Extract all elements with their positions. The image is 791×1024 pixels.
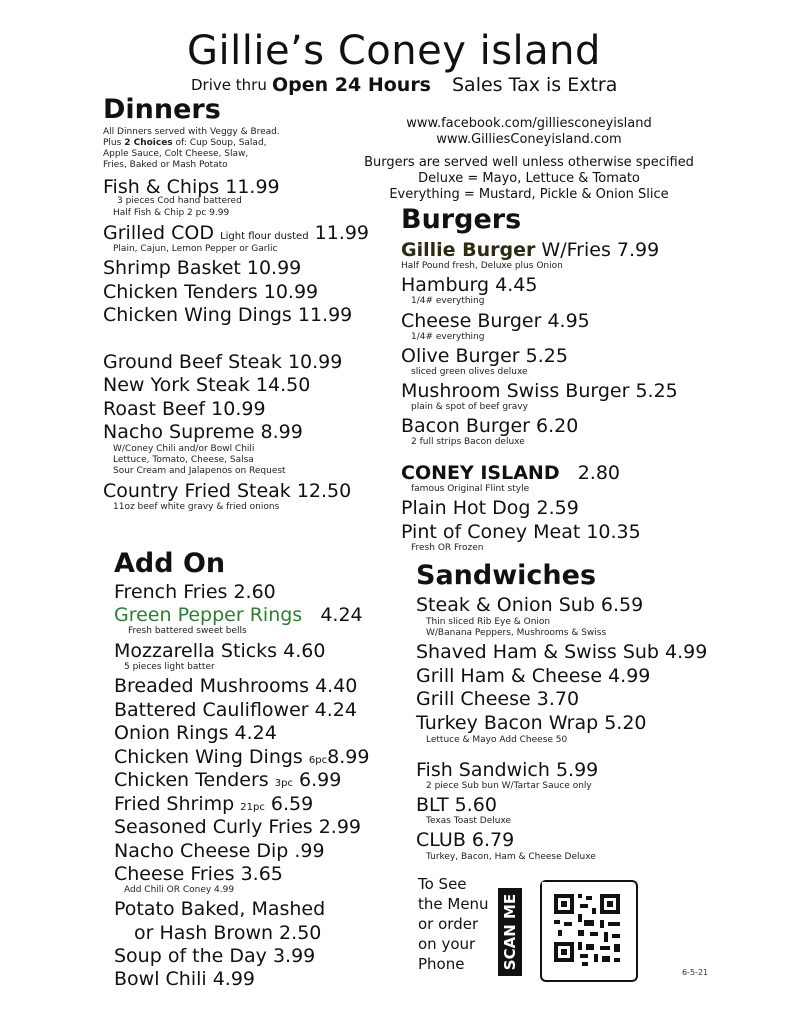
burger-note-1: Burgers are served well unless otherwise specified	[364, 155, 694, 170]
turkey-note: Lettuce & Mayo Add Cheese 50	[426, 735, 568, 745]
item-wing-dings: Chicken Wing Dings 6pc8.99	[114, 746, 370, 768]
nacho-note-3: Sour Cream and Jalapenos on Request	[113, 466, 286, 476]
fish-sandwich-note: 2 piece Sub bun W/Tartar Sauce only	[426, 781, 592, 791]
gillie-note: Half Pound fresh, Deluxe plus Onion	[401, 261, 563, 271]
burgers-heading: Burgers	[401, 204, 522, 235]
item-chicken-tenders: Chicken Tenders 10.99	[103, 281, 319, 303]
fish-chips-note-1: 3 pieces Cod hand battered	[117, 196, 242, 206]
item-bowl-chili: Bowl Chili 4.99	[114, 968, 256, 990]
open-hours: Open 24 Hours	[272, 74, 431, 96]
cheese-fries-note: Add Chili OR Coney 4.99	[124, 885, 235, 895]
qr-code-icon[interactable]	[542, 882, 632, 976]
item-breaded-mushrooms: Breaded Mushrooms 4.40	[114, 675, 358, 697]
item-battered-cauliflower: Battered Cauliflower 4.24	[114, 699, 357, 721]
item-mozzarella-sticks: Mozzarella Sticks 4.60	[114, 640, 326, 662]
country-note: 11oz beef white gravy & fried onions	[113, 502, 280, 512]
drive-thru-label: Drive thru	[191, 76, 267, 94]
dinners-intro-4: Fries, Baked or Mash Potato	[103, 160, 228, 170]
item-plain-hot-dog: Plain Hot Dog 2.59	[401, 497, 579, 519]
add-on-heading: Add On	[114, 548, 226, 579]
item-blt: BLT 5.60	[416, 794, 497, 816]
item-fish-sandwich: Fish Sandwich 5.99	[416, 759, 599, 781]
scan-text: To See the Menu or order on your Phone	[418, 875, 489, 973]
item-green-pepper-rings: Green Pepper Rings 4.24	[114, 604, 363, 626]
pint-note: Fresh OR Frozen	[411, 543, 484, 553]
item-turkey-bacon-wrap: Turkey Bacon Wrap 5.20	[416, 712, 647, 734]
nacho-note-2: Lettuce, Tomato, Cheese, Salsa	[113, 455, 254, 465]
item-soup-of-day: Soup of the Day 3.99	[114, 945, 316, 967]
steak-note-1: Thin sliced Rib Eye & Onion	[426, 617, 551, 627]
item-cheese-burger: Cheese Burger 4.95	[401, 310, 590, 332]
dinners-intro-1: All Dinners served with Veggy & Bread.	[103, 127, 280, 137]
item-potato-1: Potato Baked, Mashed	[114, 898, 326, 920]
item-country-fried-steak: Country Fried Steak 12.50	[103, 480, 352, 502]
page-title: Gillie’s Coney island	[187, 28, 601, 74]
coney-note: famous Original Flint style	[411, 484, 530, 494]
item-hamburg: Hamburg 4.45	[401, 274, 538, 296]
blt-note: Texas Toast Deluxe	[426, 816, 512, 826]
pepper-note: Fresh battered sweet bells	[128, 626, 247, 636]
dinners-intro-3: Apple Sauce, Colt Cheese, Slaw,	[103, 149, 249, 159]
item-grilled-cod: Grilled COD Light flour dusted 11.99	[103, 222, 370, 244]
item-cheese-fries: Cheese Fries 3.65	[114, 863, 283, 885]
item-curly-fries: Seasoned Curly Fries 2.99	[114, 816, 361, 838]
steak-note-2: W/Banana Peppers, Mushrooms & Swiss	[426, 628, 607, 638]
item-grill-cheese: Grill Cheese 3.70	[416, 688, 580, 710]
item-bacon-burger: Bacon Burger 6.20	[401, 415, 579, 437]
item-nacho-cheese-dip: Nacho Cheese Dip .99	[114, 840, 325, 862]
item-roast-beef: Roast Beef 10.99	[103, 398, 266, 420]
hamburg-note: 1/4# everything	[411, 296, 485, 306]
scan-me-label: SCAN ME	[498, 888, 522, 976]
olive-note: sliced green olives deluxe	[411, 367, 528, 377]
burger-note-2: Deluxe = Mayo, Lettuce & Tomato	[418, 171, 640, 186]
item-club: CLUB 6.79	[416, 829, 515, 851]
print-date: 6-5-21	[682, 968, 709, 977]
item-ground-beef-steak: Ground Beef Steak 10.99	[103, 351, 343, 373]
cheese-burger-note: 1/4# everything	[411, 332, 485, 342]
item-pint-coney-meat: Pint of Coney Meat 10.35	[401, 521, 641, 543]
item-nacho-supreme: Nacho Supreme 8.99	[103, 421, 303, 443]
tax-note: Sales Tax is Extra	[452, 74, 618, 96]
nacho-note-1: W/Coney Chili and/or Bowl Chili	[113, 444, 255, 454]
dinners-heading: Dinners	[103, 94, 221, 125]
item-potato-2: or Hash Brown 2.50	[134, 922, 322, 944]
item-mushroom-swiss: Mushroom Swiss Burger 5.25	[401, 380, 678, 402]
burger-note-3: Everything = Mustard, Pickle & Onion Slice	[389, 187, 669, 202]
sandwiches-heading: Sandwiches	[416, 560, 597, 591]
grilled-cod-note: Plain, Cajun, Lemon Pepper or Garlic	[113, 244, 278, 254]
club-note: Turkey, Bacon, Ham & Cheese Deluxe	[426, 852, 596, 862]
fish-chips-note-2: Half Fish & Chip 2 pc 9.99	[113, 208, 230, 218]
item-french-fries: French Fries 2.60	[114, 581, 276, 603]
item-shrimp-basket: Shrimp Basket 10.99	[103, 257, 302, 279]
item-shaved-ham-sub: Shaved Ham & Swiss Sub 4.99	[416, 641, 708, 663]
item-olive-burger: Olive Burger 5.25	[401, 345, 568, 367]
item-steak-onion-sub: Steak & Onion Sub 6.59	[416, 594, 644, 616]
facebook-link[interactable]: www.facebook.com/gilliesconeyisland	[406, 116, 652, 131]
item-grill-ham-cheese: Grill Ham & Cheese 4.99	[416, 665, 651, 687]
qr-code-frame[interactable]	[540, 880, 638, 982]
dinners-intro-2: Plus 2 Choices of: Cup Soup, Salad,	[103, 138, 267, 148]
item-new-york-steak: New York Steak 14.50	[103, 374, 311, 396]
item-coney-island: CONEY ISLAND 2.80	[401, 462, 621, 484]
item-gillie-burger: Gillie Burger W/Fries 7.99	[401, 239, 660, 261]
mushroom-note: plain & spot of beef gravy	[411, 402, 528, 412]
item-fish-chips: Fish & Chips 11.99	[103, 176, 280, 198]
item-addon-tenders: Chicken Tenders 3pc 6.99	[114, 769, 342, 791]
item-chicken-wing-dings: Chicken Wing Dings 11.99	[103, 304, 353, 326]
website-link[interactable]: www.GilliesConeyisland.com	[436, 132, 622, 147]
item-onion-rings: Onion Rings 4.24	[114, 722, 277, 744]
item-fried-shrimp: Fried Shrimp 21pc 6.59	[114, 793, 314, 815]
bacon-note: 2 full strips Bacon deluxe	[411, 437, 525, 447]
mozz-note: 5 pieces light batter	[124, 662, 215, 672]
